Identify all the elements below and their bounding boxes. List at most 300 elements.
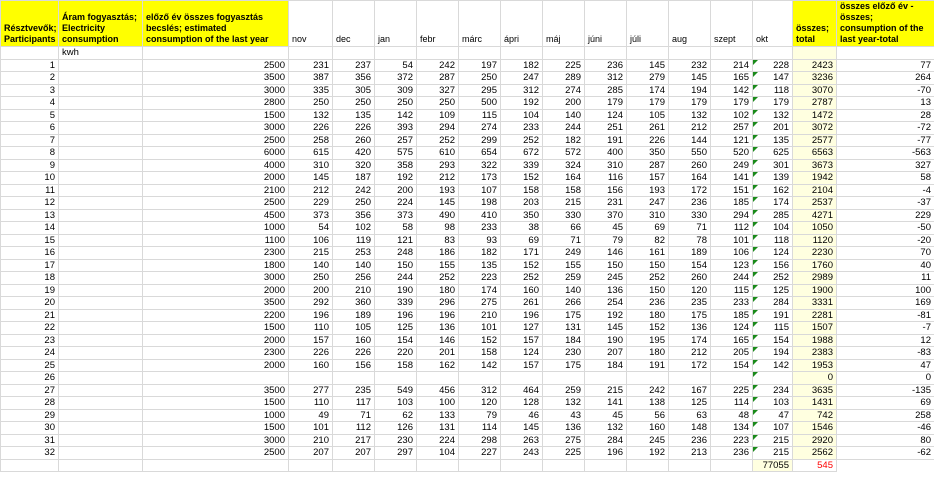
month-value[interactable]: 158 bbox=[543, 184, 585, 197]
difference-cell[interactable]: -72 bbox=[837, 122, 934, 135]
month-value[interactable]: 191 bbox=[585, 134, 627, 147]
header-estimate[interactable]: előző év összes fogyasztás becslés; estimated consumption of the last year bbox=[143, 1, 289, 47]
month-value[interactable]: 158 bbox=[501, 184, 543, 197]
month-value[interactable]: 294 bbox=[711, 209, 753, 222]
month-value[interactable]: 287 bbox=[627, 159, 669, 172]
participant-number[interactable]: 12 bbox=[1, 197, 59, 210]
month-value[interactable]: 252 bbox=[501, 134, 543, 147]
month-value[interactable]: 242 bbox=[417, 59, 459, 72]
month-value[interactable]: 205 bbox=[711, 347, 753, 360]
difference-cell[interactable]: 80 bbox=[837, 434, 934, 447]
month-value[interactable]: 370 bbox=[585, 209, 627, 222]
total-cell[interactable]: 1507 bbox=[793, 322, 837, 335]
month-value[interactable]: 162 bbox=[753, 184, 793, 197]
month-value[interactable]: 197 bbox=[459, 59, 501, 72]
month-value[interactable]: 298 bbox=[459, 434, 501, 447]
month-value[interactable]: 145 bbox=[669, 72, 711, 85]
month-value[interactable]: 145 bbox=[627, 59, 669, 72]
month-value[interactable]: 575 bbox=[375, 147, 417, 160]
month-value[interactable]: 252 bbox=[417, 134, 459, 147]
month-value[interactable]: 200 bbox=[375, 184, 417, 197]
estimate-cell[interactable]: 3000 bbox=[143, 122, 289, 135]
month-value[interactable]: 124 bbox=[753, 247, 793, 260]
month-value[interactable]: 135 bbox=[459, 259, 501, 272]
electricity-cell[interactable] bbox=[59, 284, 143, 297]
month-value[interactable]: 373 bbox=[375, 209, 417, 222]
participant-number[interactable]: 19 bbox=[1, 284, 59, 297]
month-value[interactable]: 180 bbox=[627, 309, 669, 322]
month-value[interactable]: 191 bbox=[627, 359, 669, 372]
month-value[interactable]: 156 bbox=[585, 184, 627, 197]
month-value[interactable]: 330 bbox=[543, 209, 585, 222]
month-value[interactable]: 193 bbox=[417, 184, 459, 197]
cell[interactable] bbox=[417, 47, 459, 60]
month-value[interactable]: 285 bbox=[753, 209, 793, 222]
month-value[interactable]: 101 bbox=[459, 322, 501, 335]
month-value[interactable]: 226 bbox=[627, 134, 669, 147]
month-value[interactable]: 107 bbox=[459, 184, 501, 197]
month-value[interactable]: 225 bbox=[543, 447, 585, 460]
total-cell[interactable]: 3072 bbox=[793, 122, 837, 135]
difference-cell[interactable]: -83 bbox=[837, 347, 934, 360]
month-value[interactable]: 201 bbox=[753, 122, 793, 135]
participant-number[interactable]: 26 bbox=[1, 372, 59, 385]
month-value[interactable]: 233 bbox=[459, 222, 501, 235]
month-value[interactable]: 150 bbox=[627, 284, 669, 297]
cell[interactable] bbox=[59, 459, 143, 472]
month-value[interactable]: 247 bbox=[627, 197, 669, 210]
cell[interactable] bbox=[417, 459, 459, 472]
month-value[interactable]: 244 bbox=[711, 272, 753, 285]
total-cell[interactable]: 2920 bbox=[793, 434, 837, 447]
month-value[interactable]: 157 bbox=[501, 359, 543, 372]
month-value[interactable]: 127 bbox=[501, 322, 543, 335]
month-value[interactable]: 335 bbox=[289, 84, 333, 97]
month-value[interactable]: 132 bbox=[669, 109, 711, 122]
month-value[interactable]: 184 bbox=[543, 334, 585, 347]
total-cell[interactable]: 1942 bbox=[793, 172, 837, 185]
participant-number[interactable]: 27 bbox=[1, 384, 59, 397]
month-value[interactable]: 103 bbox=[375, 397, 417, 410]
month-value[interactable]: 198 bbox=[459, 197, 501, 210]
cell[interactable] bbox=[711, 47, 753, 60]
month-value[interactable]: 124 bbox=[585, 109, 627, 122]
total-cell[interactable]: 2787 bbox=[793, 97, 837, 110]
month-value[interactable]: 152 bbox=[627, 322, 669, 335]
estimate-cell[interactable]: 2000 bbox=[143, 334, 289, 347]
month-value[interactable]: 145 bbox=[417, 197, 459, 210]
electricity-cell[interactable] bbox=[59, 222, 143, 235]
month-value[interactable]: 140 bbox=[333, 259, 375, 272]
estimate-cell[interactable]: 6000 bbox=[143, 147, 289, 160]
participant-number[interactable]: 1 bbox=[1, 59, 59, 72]
month-value[interactable]: 196 bbox=[501, 309, 543, 322]
month-value[interactable]: 128 bbox=[501, 397, 543, 410]
cell[interactable] bbox=[585, 47, 627, 60]
header-month-dec[interactable]: dec bbox=[333, 1, 375, 47]
difference-cell[interactable]: -37 bbox=[837, 197, 934, 210]
month-value[interactable]: 296 bbox=[417, 297, 459, 310]
month-value[interactable]: 253 bbox=[333, 247, 375, 260]
month-value[interactable]: 196 bbox=[585, 447, 627, 460]
unit-cell[interactable]: kwh bbox=[59, 47, 143, 60]
month-value[interactable]: 66 bbox=[543, 222, 585, 235]
month-value[interactable]: 164 bbox=[543, 172, 585, 185]
month-value[interactable]: 672 bbox=[501, 147, 543, 160]
cell[interactable] bbox=[501, 459, 543, 472]
month-value[interactable]: 45 bbox=[585, 409, 627, 422]
month-value[interactable]: 110 bbox=[289, 322, 333, 335]
month-value[interactable]: 93 bbox=[459, 234, 501, 247]
estimate-cell[interactable]: 2500 bbox=[143, 134, 289, 147]
difference-cell[interactable]: -46 bbox=[837, 422, 934, 435]
estimate-cell[interactable]: 3500 bbox=[143, 384, 289, 397]
month-value[interactable]: 124 bbox=[711, 322, 753, 335]
month-value[interactable]: 104 bbox=[501, 109, 543, 122]
cell[interactable] bbox=[669, 459, 711, 472]
month-value[interactable]: 83 bbox=[417, 234, 459, 247]
difference-cell[interactable]: 258 bbox=[837, 409, 934, 422]
month-value[interactable]: 242 bbox=[627, 384, 669, 397]
participant-number[interactable]: 30 bbox=[1, 422, 59, 435]
participant-number[interactable]: 15 bbox=[1, 234, 59, 247]
total-cell[interactable]: 3635 bbox=[793, 384, 837, 397]
month-value[interactable]: 243 bbox=[501, 447, 543, 460]
electricity-cell[interactable] bbox=[59, 297, 143, 310]
month-value[interactable]: 260 bbox=[669, 272, 711, 285]
month-value[interactable]: 236 bbox=[627, 297, 669, 310]
month-value[interactable]: 275 bbox=[459, 297, 501, 310]
total-cell[interactable]: 2577 bbox=[793, 134, 837, 147]
month-value[interactable]: 56 bbox=[627, 409, 669, 422]
electricity-cell[interactable] bbox=[59, 359, 143, 372]
month-value[interactable]: 236 bbox=[711, 447, 753, 460]
participant-number[interactable]: 13 bbox=[1, 209, 59, 222]
electricity-cell[interactable] bbox=[59, 122, 143, 135]
month-value[interactable]: 157 bbox=[627, 172, 669, 185]
estimate-cell[interactable]: 1000 bbox=[143, 222, 289, 235]
month-value[interactable]: 180 bbox=[627, 347, 669, 360]
participant-number[interactable]: 20 bbox=[1, 297, 59, 310]
month-value[interactable]: 615 bbox=[289, 147, 333, 160]
total-cell[interactable]: 0 bbox=[793, 372, 837, 385]
month-value[interactable]: 112 bbox=[711, 222, 753, 235]
month-value[interactable] bbox=[711, 372, 753, 385]
month-value[interactable]: 71 bbox=[543, 234, 585, 247]
participant-number[interactable]: 10 bbox=[1, 172, 59, 185]
month-value[interactable]: 309 bbox=[375, 84, 417, 97]
total-cell[interactable]: 4271 bbox=[793, 209, 837, 222]
month-value[interactable]: 191 bbox=[753, 309, 793, 322]
electricity-cell[interactable] bbox=[59, 347, 143, 360]
month-value[interactable]: 133 bbox=[417, 409, 459, 422]
month-value[interactable]: 145 bbox=[585, 322, 627, 335]
month-value[interactable]: 248 bbox=[375, 247, 417, 260]
month-value[interactable]: 62 bbox=[375, 409, 417, 422]
month-value[interactable]: 230 bbox=[375, 434, 417, 447]
month-value[interactable]: 215 bbox=[585, 384, 627, 397]
month-value[interactable]: 106 bbox=[711, 247, 753, 260]
total-cell[interactable]: 1760 bbox=[793, 259, 837, 272]
month-value[interactable]: 189 bbox=[669, 247, 711, 260]
month-value[interactable]: 250 bbox=[333, 97, 375, 110]
difference-cell[interactable]: 69 bbox=[837, 397, 934, 410]
month-value[interactable]: 192 bbox=[375, 172, 417, 185]
header-month-juli[interactable]: júli bbox=[627, 1, 669, 47]
month-value[interactable]: 275 bbox=[543, 434, 585, 447]
electricity-cell[interactable] bbox=[59, 234, 143, 247]
month-value[interactable]: 250 bbox=[289, 97, 333, 110]
month-value[interactable]: 46 bbox=[501, 409, 543, 422]
month-value[interactable]: 174 bbox=[627, 84, 669, 97]
cell[interactable] bbox=[1, 47, 59, 60]
cell[interactable] bbox=[143, 47, 289, 60]
estimate-cell[interactable]: 2100 bbox=[143, 184, 289, 197]
month-value[interactable]: 155 bbox=[417, 259, 459, 272]
month-value[interactable]: 192 bbox=[585, 309, 627, 322]
cell[interactable] bbox=[837, 47, 934, 60]
month-value[interactable]: 154 bbox=[753, 334, 793, 347]
month-value[interactable] bbox=[417, 372, 459, 385]
participant-number[interactable]: 14 bbox=[1, 222, 59, 235]
total-cell[interactable]: 1953 bbox=[793, 359, 837, 372]
month-value[interactable]: 244 bbox=[543, 122, 585, 135]
month-value[interactable]: 192 bbox=[627, 447, 669, 460]
month-value[interactable]: 339 bbox=[375, 297, 417, 310]
month-value[interactable]: 226 bbox=[333, 122, 375, 135]
month-value[interactable]: 157 bbox=[289, 334, 333, 347]
electricity-cell[interactable] bbox=[59, 272, 143, 285]
month-value[interactable]: 256 bbox=[333, 272, 375, 285]
month-value[interactable]: 251 bbox=[585, 122, 627, 135]
participant-number[interactable]: 11 bbox=[1, 184, 59, 197]
difference-cell[interactable]: -81 bbox=[837, 309, 934, 322]
difference-cell[interactable]: -4 bbox=[837, 184, 934, 197]
month-value[interactable]: 126 bbox=[375, 422, 417, 435]
month-value[interactable]: 132 bbox=[585, 422, 627, 435]
difference-cell[interactable]: -563 bbox=[837, 147, 934, 160]
month-value[interactable]: 245 bbox=[585, 272, 627, 285]
month-value[interactable]: 215 bbox=[543, 197, 585, 210]
month-value[interactable]: 237 bbox=[333, 59, 375, 72]
month-value[interactable]: 98 bbox=[417, 222, 459, 235]
cell[interactable] bbox=[333, 47, 375, 60]
difference-cell[interactable]: -70 bbox=[837, 84, 934, 97]
month-value[interactable]: 192 bbox=[501, 97, 543, 110]
month-value[interactable]: 125 bbox=[375, 322, 417, 335]
participant-number[interactable]: 6 bbox=[1, 122, 59, 135]
month-value[interactable]: 610 bbox=[417, 147, 459, 160]
cell[interactable] bbox=[375, 459, 417, 472]
cell[interactable] bbox=[711, 459, 753, 472]
electricity-cell[interactable] bbox=[59, 109, 143, 122]
month-value[interactable]: 327 bbox=[417, 84, 459, 97]
month-value[interactable]: 47 bbox=[753, 409, 793, 422]
month-value[interactable]: 212 bbox=[289, 184, 333, 197]
difference-cell[interactable]: -62 bbox=[837, 447, 934, 460]
month-value[interactable]: 175 bbox=[669, 309, 711, 322]
difference-cell[interactable]: 100 bbox=[837, 284, 934, 297]
grand-total[interactable]: 77055 bbox=[753, 459, 793, 472]
header-month-febr[interactable]: febr bbox=[417, 1, 459, 47]
total-cell[interactable]: 1472 bbox=[793, 109, 837, 122]
total-cell[interactable]: 742 bbox=[793, 409, 837, 422]
month-value[interactable]: 131 bbox=[543, 322, 585, 335]
header-total[interactable]: összes; total bbox=[793, 1, 837, 47]
month-value[interactable]: 233 bbox=[711, 297, 753, 310]
month-value[interactable]: 118 bbox=[753, 84, 793, 97]
participant-number[interactable]: 8 bbox=[1, 147, 59, 160]
month-value[interactable]: 132 bbox=[289, 109, 333, 122]
estimate-cell[interactable]: 4500 bbox=[143, 209, 289, 222]
month-value[interactable]: 244 bbox=[375, 272, 417, 285]
month-value[interactable]: 223 bbox=[711, 434, 753, 447]
month-value[interactable] bbox=[333, 372, 375, 385]
total-cell[interactable]: 2230 bbox=[793, 247, 837, 260]
month-value[interactable]: 215 bbox=[289, 247, 333, 260]
month-value[interactable]: 182 bbox=[501, 59, 543, 72]
month-value[interactable]: 387 bbox=[289, 72, 333, 85]
month-value[interactable]: 260 bbox=[333, 134, 375, 147]
month-value[interactable]: 154 bbox=[711, 359, 753, 372]
month-value[interactable]: 136 bbox=[585, 284, 627, 297]
month-value[interactable]: 258 bbox=[289, 134, 333, 147]
month-value[interactable]: 520 bbox=[711, 147, 753, 160]
month-value[interactable]: 261 bbox=[501, 297, 543, 310]
electricity-cell[interactable] bbox=[59, 422, 143, 435]
cell[interactable] bbox=[459, 47, 501, 60]
month-value[interactable]: 312 bbox=[501, 84, 543, 97]
month-value[interactable]: 151 bbox=[711, 184, 753, 197]
cell[interactable] bbox=[289, 47, 333, 60]
difference-cell[interactable]: -7 bbox=[837, 322, 934, 335]
month-value[interactable]: 101 bbox=[711, 234, 753, 247]
month-value[interactable]: 257 bbox=[711, 122, 753, 135]
cell[interactable] bbox=[289, 459, 333, 472]
electricity-cell[interactable] bbox=[59, 384, 143, 397]
cell[interactable] bbox=[543, 47, 585, 60]
month-value[interactable]: 299 bbox=[459, 134, 501, 147]
estimate-cell[interactable]: 1500 bbox=[143, 422, 289, 435]
month-value[interactable]: 266 bbox=[543, 297, 585, 310]
month-value[interactable]: 142 bbox=[459, 359, 501, 372]
month-value[interactable]: 120 bbox=[459, 397, 501, 410]
total-cell[interactable]: 3331 bbox=[793, 297, 837, 310]
estimate-cell[interactable] bbox=[143, 372, 289, 385]
month-value[interactable]: 160 bbox=[289, 359, 333, 372]
cell[interactable] bbox=[585, 459, 627, 472]
month-value[interactable] bbox=[289, 372, 333, 385]
month-value[interactable]: 236 bbox=[585, 59, 627, 72]
month-value[interactable]: 185 bbox=[711, 309, 753, 322]
estimate-cell[interactable]: 2500 bbox=[143, 197, 289, 210]
total-cell[interactable]: 1120 bbox=[793, 234, 837, 247]
month-value[interactable]: 194 bbox=[669, 84, 711, 97]
difference-cell[interactable]: -77 bbox=[837, 134, 934, 147]
month-value[interactable]: 152 bbox=[501, 172, 543, 185]
month-value[interactable]: 356 bbox=[333, 72, 375, 85]
participant-number[interactable]: 25 bbox=[1, 359, 59, 372]
month-value[interactable]: 224 bbox=[375, 197, 417, 210]
month-value[interactable]: 284 bbox=[585, 434, 627, 447]
month-value[interactable]: 464 bbox=[501, 384, 543, 397]
cell[interactable] bbox=[333, 459, 375, 472]
cell[interactable] bbox=[459, 459, 501, 472]
month-value[interactable]: 78 bbox=[669, 234, 711, 247]
month-value[interactable]: 182 bbox=[459, 247, 501, 260]
month-value[interactable]: 69 bbox=[627, 222, 669, 235]
month-value[interactable]: 124 bbox=[501, 347, 543, 360]
month-value[interactable]: 144 bbox=[669, 134, 711, 147]
month-value[interactable]: 54 bbox=[375, 59, 417, 72]
cell[interactable] bbox=[1, 459, 59, 472]
month-value[interactable]: 245 bbox=[627, 434, 669, 447]
month-value[interactable]: 132 bbox=[543, 397, 585, 410]
month-value[interactable]: 190 bbox=[585, 334, 627, 347]
month-value[interactable]: 132 bbox=[753, 109, 793, 122]
month-value[interactable]: 217 bbox=[333, 434, 375, 447]
estimate-cell[interactable]: 1000 bbox=[143, 409, 289, 422]
estimate-cell[interactable]: 1500 bbox=[143, 322, 289, 335]
month-value[interactable]: 139 bbox=[753, 172, 793, 185]
month-value[interactable]: 625 bbox=[753, 147, 793, 160]
month-value[interactable]: 155 bbox=[543, 259, 585, 272]
electricity-cell[interactable] bbox=[59, 309, 143, 322]
participant-number[interactable]: 29 bbox=[1, 409, 59, 422]
header-month-marc[interactable]: márc bbox=[459, 1, 501, 47]
header-month-szept[interactable]: szept bbox=[711, 1, 753, 47]
participant-number[interactable]: 32 bbox=[1, 447, 59, 460]
header-month-jan[interactable]: jan bbox=[375, 1, 417, 47]
estimate-cell[interactable]: 2000 bbox=[143, 359, 289, 372]
electricity-cell[interactable] bbox=[59, 372, 143, 385]
month-value[interactable]: 236 bbox=[669, 197, 711, 210]
month-value[interactable]: 232 bbox=[669, 59, 711, 72]
difference-cell[interactable]: 264 bbox=[837, 72, 934, 85]
month-value[interactable] bbox=[585, 372, 627, 385]
month-value[interactable]: 161 bbox=[627, 247, 669, 260]
estimate-cell[interactable]: 2200 bbox=[143, 309, 289, 322]
difference-cell[interactable]: 70 bbox=[837, 247, 934, 260]
month-value[interactable]: 123 bbox=[711, 259, 753, 272]
month-value[interactable]: 148 bbox=[669, 422, 711, 435]
month-value[interactable]: 322 bbox=[459, 159, 501, 172]
month-value[interactable]: 180 bbox=[417, 284, 459, 297]
header-month-okt[interactable]: okt bbox=[753, 1, 793, 47]
month-value[interactable]: 287 bbox=[417, 72, 459, 85]
estimate-cell[interactable]: 3000 bbox=[143, 84, 289, 97]
month-value[interactable]: 112 bbox=[333, 422, 375, 435]
month-value[interactable]: 102 bbox=[711, 109, 753, 122]
month-value[interactable]: 227 bbox=[459, 447, 501, 460]
month-value[interactable]: 142 bbox=[711, 84, 753, 97]
month-value[interactable]: 220 bbox=[375, 347, 417, 360]
month-value[interactable]: 207 bbox=[585, 347, 627, 360]
month-value[interactable]: 210 bbox=[459, 309, 501, 322]
month-value[interactable]: 200 bbox=[543, 97, 585, 110]
month-value[interactable]: 285 bbox=[585, 84, 627, 97]
estimate-cell[interactable]: 3000 bbox=[143, 272, 289, 285]
month-value[interactable]: 156 bbox=[333, 359, 375, 372]
month-value[interactable]: 254 bbox=[585, 297, 627, 310]
participant-number[interactable]: 28 bbox=[1, 397, 59, 410]
month-value[interactable]: 48 bbox=[711, 409, 753, 422]
month-value[interactable]: 261 bbox=[627, 122, 669, 135]
electricity-cell[interactable] bbox=[59, 59, 143, 72]
month-value[interactable]: 167 bbox=[669, 384, 711, 397]
month-value[interactable]: 117 bbox=[333, 397, 375, 410]
estimate-cell[interactable]: 2300 bbox=[143, 247, 289, 260]
